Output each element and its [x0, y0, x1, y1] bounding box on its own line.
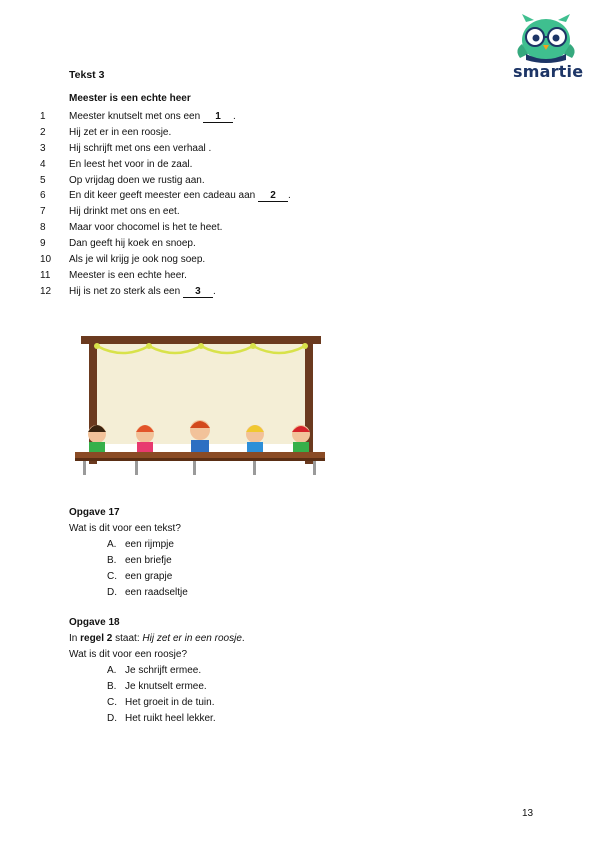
- option-d[interactable]: D. Het ruikt heel lekker.: [107, 713, 216, 724]
- question-18-intro: In regel 2 staat: Hij zet er in een roosje.: [69, 633, 245, 644]
- poem-line: 2 Hij zet er in een roosje.: [40, 126, 172, 138]
- poem-title: Meester is een echte heer: [69, 93, 191, 104]
- option-a[interactable]: A. een rijmpje: [107, 539, 174, 550]
- poem-line: 3 Hij schrijft met ons een verhaal .: [40, 142, 212, 154]
- option-d[interactable]: D. een raadseltje: [107, 587, 188, 598]
- smartie-logo-text: smartie: [513, 62, 584, 81]
- question-18: [69, 615, 509, 727]
- poem-line: 5 Op vrijdag doen we rustig aan.: [40, 174, 205, 186]
- question-17: [69, 505, 509, 601]
- blank-3: 3: [183, 286, 213, 298]
- poem-line: 8 Maar voor chocomel is het te heet.: [40, 222, 223, 234]
- question-17-text: Wat is dit voor een tekst?: [69, 523, 181, 534]
- poem: [40, 109, 500, 300]
- blank-1: 1: [203, 111, 233, 123]
- question-18-options: [107, 663, 509, 727]
- page-number: 13: [522, 808, 534, 819]
- poem-line: 9 Dan geeft hij koek en snoep.: [40, 238, 196, 250]
- section-title: Tekst 3: [69, 69, 105, 81]
- option-c[interactable]: C. Het groeit in de tuin.: [107, 697, 215, 708]
- option-c[interactable]: C. een grapje: [107, 571, 173, 582]
- poem-line: 10 Als je wil krijg je ook nog soep.: [40, 254, 206, 266]
- option-b[interactable]: B. een briefje: [107, 555, 172, 566]
- poem-line: 1 Meester knutselt met ons een 1 .: [40, 111, 236, 122]
- poem-line: 11 Meester is een echte heer.: [40, 269, 187, 281]
- question-17-title: Opgave 17: [69, 507, 120, 518]
- question-18-text: Wat is dit voor een roosje?: [69, 649, 188, 660]
- option-b[interactable]: B. Je knutselt ermee.: [107, 681, 207, 692]
- blank-2: 2: [258, 190, 288, 202]
- classroom-illustration: [75, 330, 325, 478]
- question-18-title: Opgave 18: [69, 617, 120, 628]
- poem-line: 4 En leest het voor in de zaal.: [40, 158, 193, 170]
- question-17-options: [107, 537, 509, 601]
- option-a[interactable]: A. Je schrijft ermee.: [107, 665, 202, 676]
- poem-line: 7 Hij drinkt met ons en eet.: [40, 206, 180, 218]
- poem-line: 12 Hij is net zo sterk als een 3 .: [40, 285, 216, 297]
- poem-line: 6 En dit keer geeft meester een cadeau aan 2 .: [40, 190, 291, 202]
